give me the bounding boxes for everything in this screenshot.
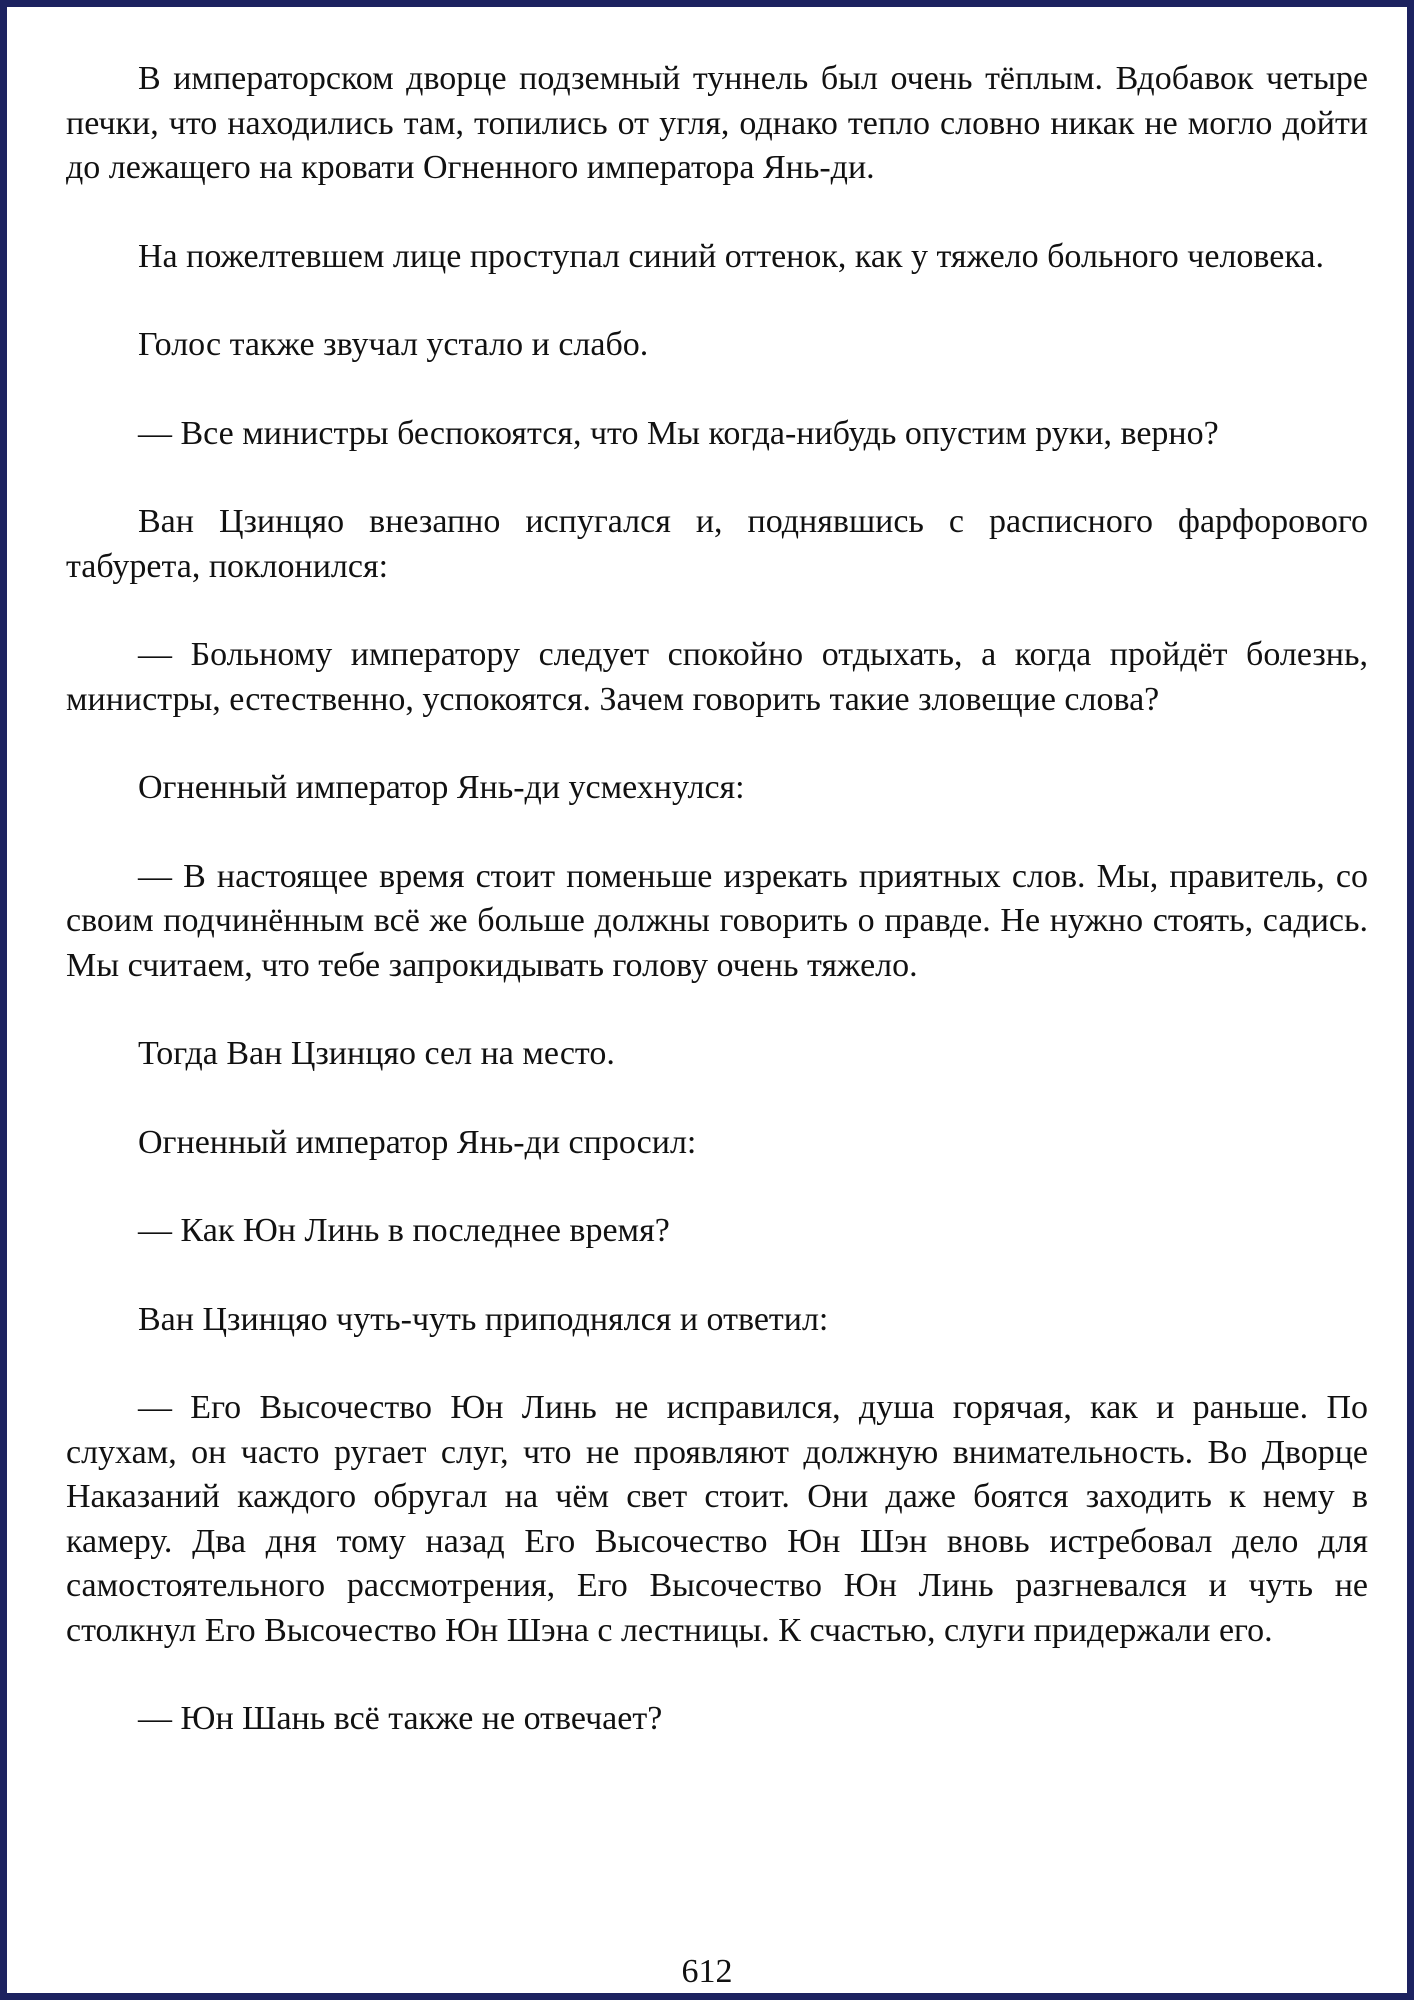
paragraph-13: — Его Высочество Юн Линь не исправился, душа горячая, как и раньше. По слухам, он часто ругает слуг, что не проявляют должную внимательность. Во Дворце Наказаний каждого обругал на чём свет стоит. Они даже боятся заходить к нему в камеру. Два дня тому назад Его Высочество Юн Шэн вновь истребовал дело для самостоятельного рассмотрения, Его Высочество Юн Линь разгневался и чуть не столкнул Его Высочество Юн Шэна с лестницы. К счастью, слуги придержали его.: [66, 1389, 1368, 1649]
paragraph-6: — Больному императору следует спокойно отдыхать, а когда пройдёт болезнь, министры, естественно, успокоятся. Зачем говорить такие зловещие слова?: [66, 636, 1368, 718]
paragraph-7: Огненный император Янь-ди усмехнулся:: [138, 769, 745, 806]
paragraph-12: Ван Цзинцяо чуть-чуть приподнялся и ответил:: [138, 1300, 829, 1338]
paragraph-3: Голос также звучал устало и слабо.: [138, 326, 649, 363]
paragraph-8: — В настоящее время стоит поменьше изрекать приятных слов. Мы, правитель, со своим подчинённым всё же больше должны говорить о правде. Не нужно стоять, садись. Мы считаем, что тебе запрокидывать голову очень тяжело.: [66, 857, 1368, 984]
paragraph-4: — Все министры беспокоятся, что Мы когда-нибудь опустим руки, верно?: [138, 414, 1219, 452]
paragraph-1: В императорском дворце подземный туннель был очень тёплым. Вдобавок четыре печки, что находились там, топились от угля, однако тепло словно никак не могло дойти до лежащего на кровати Огненного императора Янь-ди.: [66, 60, 1368, 186]
paragraph-14: — Юн Шань всё также не отвечает?: [138, 1700, 663, 1737]
paragraph-5: Ван Цзинцяо внезапно испугался и, поднявшись с расписного фарфорового табурета, поклонился:: [66, 503, 1368, 585]
paragraph-2: На пожелтевшем лице проступал синий оттенок, как у тяжело больного человека.: [138, 237, 1324, 275]
paragraph-11: — Как Юн Линь в последнее время?: [138, 1212, 670, 1249]
page-text: [66, 57, 1368, 1786]
paragraph-9: Тогда Ван Цзинцяо сел на место.: [138, 1035, 615, 1072]
paragraph-10: Огненный император Янь-ди спросил:: [138, 1123, 697, 1161]
page-number: 612: [681, 1953, 733, 1990]
